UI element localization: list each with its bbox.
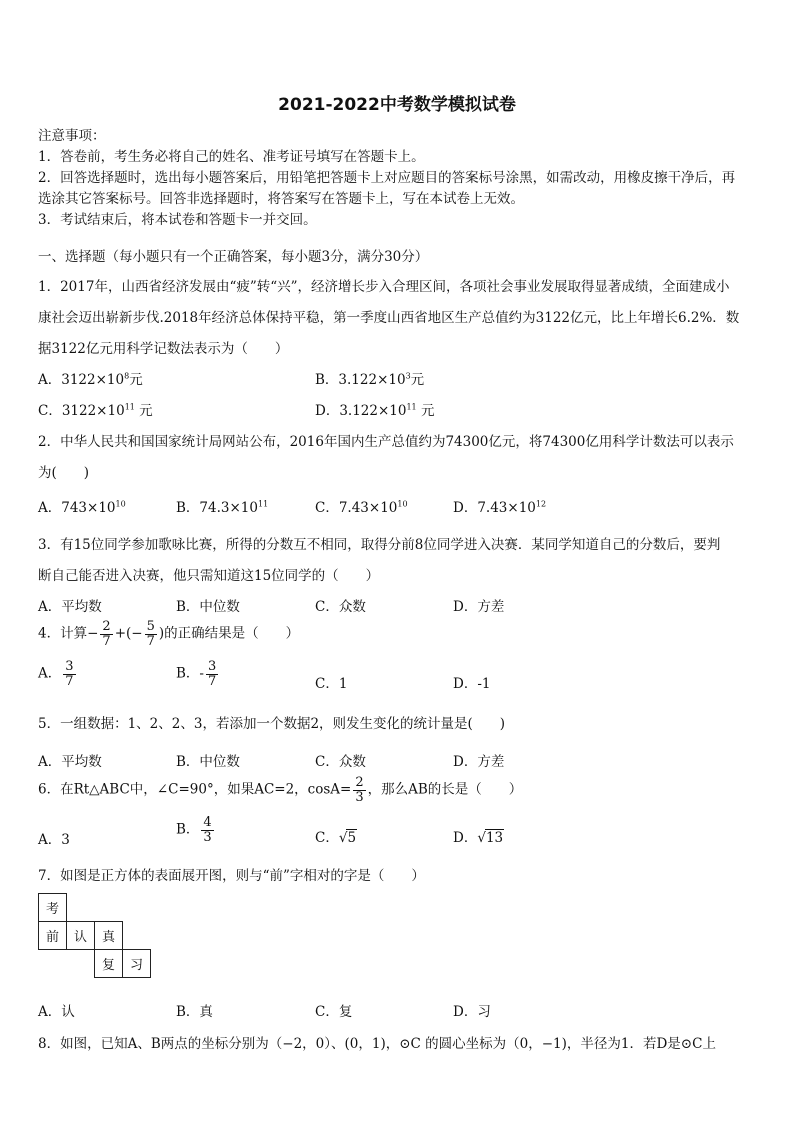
q1-line-3: 据3122亿元用科学记数法表示为（ ） bbox=[38, 341, 289, 357]
q2-line-2: 为( ) bbox=[38, 465, 90, 481]
notes-heading: 注意事项： bbox=[38, 128, 106, 144]
q8-stem: 8．如图，已知A、B两点的坐标分别为（−2，0）、(0，1)，⊙C 的圆心坐标为（0，−1)，半径为1．若D是⊙C上 bbox=[38, 1036, 716, 1052]
q5-option-d: D．方差 bbox=[453, 754, 505, 770]
q4-stem: 4．计算− $\frac{2}{7}$ +(− $\frac{5}{7}$ )的正确结果是（ ） bbox=[38, 619, 300, 649]
note-2-line-1: 2．回答选择题时，选出每小题答案后，用铅笔把答题卡上对应题目的答案标号涂黑，如需改动，用橡皮擦干净后，再 bbox=[38, 170, 736, 186]
q7-option-a: A．认 bbox=[38, 1004, 75, 1020]
q3-option-c: C．众数 bbox=[315, 599, 366, 615]
q2-option-d: D．$7.43\times 10^{12}$ bbox=[453, 499, 547, 516]
q3-line-1: 3．有15位同学参加歌咏比赛，所得的分数互不相同，取得分前8位同学进入决赛．某同学知道自己的分数后，要判 bbox=[38, 537, 721, 553]
page-title: 2021-2022中考数学模拟试卷 bbox=[278, 95, 516, 115]
q5-option-c: C．众数 bbox=[315, 754, 366, 770]
net-cell: 考 bbox=[38, 893, 67, 922]
note-1: 1．答卷前，考生务必将自己的姓名、准考证号填写在答题卡上。 bbox=[38, 149, 425, 165]
q3-option-b: B．中位数 bbox=[176, 599, 240, 615]
q7-option-c: C．复 bbox=[315, 1004, 353, 1020]
q1-line-1: 1．2017年，山西省经济发展由“疲”转“兴”，经济增长步入合理区间，各项社会事业发展取得显著成绩，全面建成小 bbox=[38, 279, 730, 295]
q1-option-b: B．$3.122\times 10^3$元 bbox=[315, 371, 425, 388]
q2-option-b: B．$74.3\times 10^{11}$ bbox=[176, 499, 269, 516]
q1-option-a: A．$3122\times 10^8$元 bbox=[38, 371, 143, 388]
net-cell: 前 bbox=[38, 921, 67, 950]
note-2-line-2: 选涂其它答案标号。回答非选择题时，将答案写在答题卡上，写在本试卷上无效。 bbox=[38, 191, 524, 207]
net-cell: 复 bbox=[94, 949, 123, 978]
q1-line-2: 康社会迈出崭新步伐.2018年经济总体保持平稳，第一季度山西省地区生产总值约为3122亿元，比上年增长6.2%．数 bbox=[38, 310, 740, 326]
q4-option-d: D．-1 bbox=[453, 676, 491, 692]
q2-option-c: C．$7.43\times 10^{10}$ bbox=[315, 499, 408, 516]
q6-stem: 6．在Rt△ABC中，∠C=90°，如果AC=2，cosA= $\frac{2}{3}$ ，那么AB的长是（ ） bbox=[38, 775, 523, 805]
q2-line-1: 2．中华人民共和国国家统计局网站公布，2016年国内生产总值约为74300亿元，将74300亿用科学计数法可以表示 bbox=[38, 434, 734, 450]
q1-option-d: D．$3.122\times 10^{11}$ 元 bbox=[315, 402, 435, 419]
q6-fraction: $\frac{2}{3}$ bbox=[355, 775, 364, 805]
section-heading: 一、选择题（每小题只有一个正确答案，每小题3分，满分30分） bbox=[38, 249, 429, 265]
q5-option-a: A．平均数 bbox=[38, 754, 102, 770]
q5-option-b: B．中位数 bbox=[176, 754, 240, 770]
q7-option-b: B．真 bbox=[176, 1004, 213, 1020]
q2-option-a: A．$743\times 10^{10}$ bbox=[38, 499, 126, 516]
q6-option-d: D．√13 bbox=[453, 830, 504, 846]
q3-line-2: 断自己能否进入决赛，他只需知道这15位同学的（ ） bbox=[38, 568, 380, 584]
q4-option-b: B．- $\frac{3}{7}$ bbox=[176, 659, 217, 689]
q7-option-d: D．习 bbox=[453, 1004, 491, 1020]
q1-option-c: C．$3122\times 10^{11}$ 元 bbox=[38, 402, 153, 419]
q7-stem: 7．如图是正方体的表面展开图，则与“前”字相对的字是（ ） bbox=[38, 868, 425, 884]
q3-option-a: A．平均数 bbox=[38, 599, 102, 615]
q4-option-c: C．1 bbox=[315, 676, 348, 692]
net-cell: 习 bbox=[122, 949, 151, 978]
q5-stem: 5．一组数据：1、2、2、3，若添加一个数据2，则发生变化的统计量是( ) bbox=[38, 716, 506, 732]
cube-net-diagram bbox=[38, 893, 158, 983]
q4-fraction-2: $\frac{5}{7}$ bbox=[146, 619, 155, 649]
q3-option-d: D．方差 bbox=[453, 599, 505, 615]
net-cell: 真 bbox=[94, 921, 123, 950]
q6-option-c: C．√5 bbox=[315, 830, 357, 846]
note-3: 3．考试结束后，将本试卷和答题卡一并交回。 bbox=[38, 212, 317, 228]
q4-fraction-1: $\frac{2}{7}$ bbox=[102, 619, 111, 649]
q6-option-b: B． $\frac{4}{3}$ bbox=[176, 815, 212, 845]
net-cell: 认 bbox=[66, 921, 95, 950]
q4-option-a: A． $\frac{3}{7}$ bbox=[38, 659, 74, 689]
q6-option-a: A．3 bbox=[38, 832, 70, 848]
